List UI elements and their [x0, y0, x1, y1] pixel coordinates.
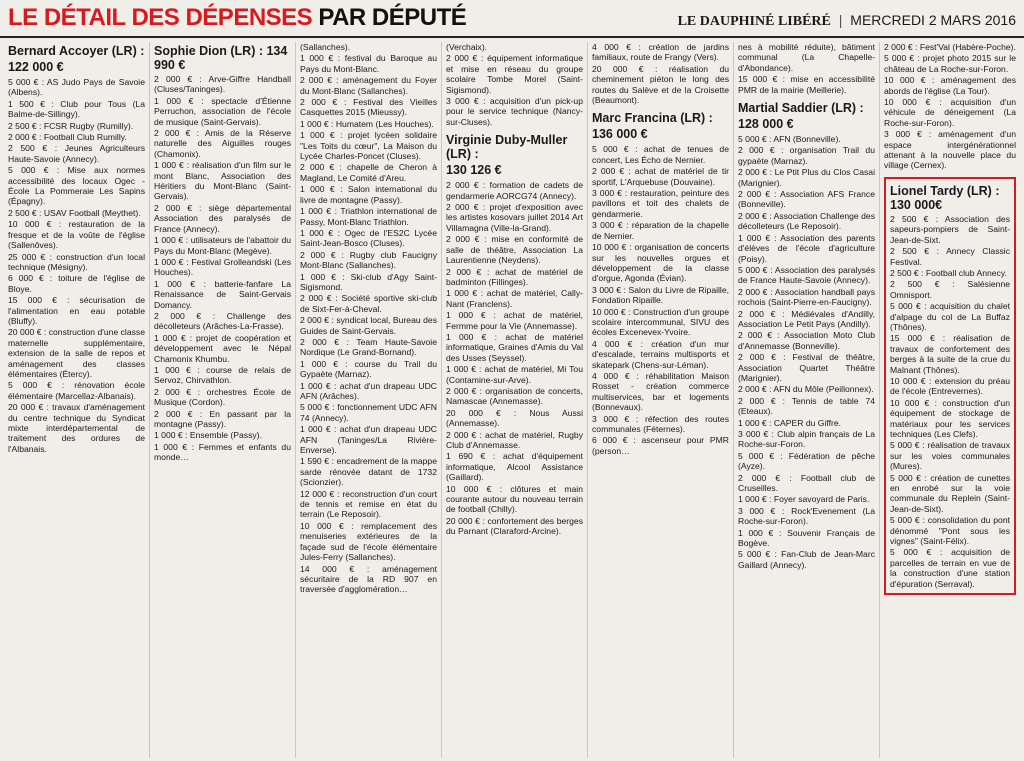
- expense-entry: 15 000 € : mise en accessibilité PMR de la mairie (Meillerie).: [738, 74, 875, 95]
- expense-entry: 2 000 € : Société sportive ski-club de Sixt-Fer-à-Cheval.: [300, 293, 437, 314]
- expense-entry: 20 000 € : réalisation du cheminement piéton le long des routes du Salève et de la Croisette (Beaumont).: [592, 63, 729, 106]
- expense-entry: 10 000 € : construction d'un équipement de stockage de matériaux pour les services techniques (Les Clefs).: [890, 397, 1010, 439]
- expense-entry: 2 000 € : En passant par la montagne (Passy).: [154, 408, 291, 429]
- expense-entry: 2 000 € : orchestres École de Musique (Cordon).: [154, 386, 291, 408]
- expense-entry: 2 000 € : Association handball pays rochois (Saint-Pierre-en-Faucigny).: [738, 286, 875, 308]
- expense-entry: 2 000 € : siège départemental Association des paralysés de France (Annecy).: [154, 202, 291, 234]
- expense-entry: 2 500 € : Annecy Classic Festival.: [890, 246, 1010, 267]
- expense-entry: 2 000 € : Festival des Vieilles Casquettes 2015 (Mieussy).: [300, 97, 437, 118]
- highlighted-deputy-block: [884, 177, 1016, 595]
- expense-entry: 1 000 € : CAPER du Giffre.: [738, 417, 842, 428]
- expense-entry: 1 000 € : Ogec de l'ES2C Lycée Saint-Jean-Bosco (Cluses).: [300, 227, 437, 249]
- expense-entry: 1 000 € : achat d'un drapeau UDC AFN (Arâches).: [300, 380, 437, 401]
- expense-entry: 1 590 € : encadrement de la mappe sarde rénovée datant de 1732 (Scionzier).: [300, 456, 437, 488]
- expense-entry: 2 000 € : projet d'exposition avec les artistes kosovars juillet 2014 Art Villamagna (Ville-la-Grand).: [446, 202, 583, 233]
- expense-entry: 1 000 € : Festival Grolleandski (Les Houches).: [154, 256, 291, 278]
- expense-entry: 2 000 € : Association AFS France (Bonneville).: [738, 189, 875, 210]
- expense-entry: 2 000 € : organisation de concerts, Namascae (Annemasse).: [446, 385, 583, 407]
- expense-entry: 5 000 € : création de cunettes en enrobé sur la voie communale du Replein (Saint-Jean-de-Sixt).: [890, 472, 1010, 514]
- expense-entry: 5 000 € : Fan-Club de Jean-Marc Gaillard (Annecy).: [738, 549, 875, 570]
- expense-entry: 6 000 € : toiture de l'église de Bloye.: [8, 273, 145, 294]
- expense-entry: 3 000 € : Salon du Livre de Ripaille, Fondation Ripaille.: [592, 284, 729, 306]
- expense-entry: 2 000 € : syndicat local, Bureau des Guides de Saint-Gervais.: [300, 315, 437, 336]
- expense-entry: 2 000 € : Football club de Cruseilles.: [738, 472, 875, 494]
- expense-entry: 1 000 € : Ski-club d'Agy Saint-Sigismond.: [300, 271, 437, 292]
- expense-entry: 20 000 € : confortement des berges du Parnant (Claraford-Arcine).: [446, 515, 583, 537]
- article-column: [588, 42, 734, 758]
- expense-entry: 4 000 € : création d'un mur d'escalade, terrains multisports et skatepark (Chens-sur-Léman).: [592, 338, 729, 370]
- article-column: [880, 42, 1020, 758]
- expense-entry: 2 500 € : Football club Annecy.: [890, 267, 1007, 278]
- expense-entry: 5 000 € : acquisition de parcelles de terrain en vue de la construction d'une station d'épuration (Serraval).: [890, 547, 1010, 589]
- expense-entry: 14 000 € : aménagement sécuritaire de la RD 907 en traversée d'agglomération…: [300, 563, 437, 595]
- expense-entry: 2 500 € : Association des sapeurs-pompiers de Saint-Jean-de-Sixt.: [890, 213, 1010, 245]
- expense-entry: 3 000 € : réfection des routes communales (Féternes).: [592, 413, 729, 434]
- expense-entry: 1 690 € : achat d'équipement informatique, Alcool Assistance (Gaillard).: [446, 451, 583, 483]
- expense-entry: 1 000 € : achat de matériel, Mi Tou (Contamine-sur-Arve).: [446, 364, 583, 385]
- expense-entry: 10 000 € : restauration de la fresque et de la voûte de l'église (Sallenôves).: [8, 219, 145, 251]
- expense-entry: 10 000 € : clôtures et main courante autour du nouveau terrain de football (Chilly).: [446, 483, 583, 515]
- publication-info: [678, 12, 1016, 30]
- expense-entry: 2 000 € : Arve-Giffre Handball (Cluses/Taninges).: [154, 74, 291, 95]
- expense-entry: 1 000 € : Association des parents d'élèves de l'école d'agriculture (Poisy).: [738, 232, 875, 264]
- expense-entry: 1 000 € : achat de matériel, Cally-Nant (Franclens).: [446, 288, 583, 309]
- expense-entry: 1 000 € : festival du Baroque au Pays du Mont-Blanc.: [300, 53, 437, 74]
- expense-entry: 2 000 € : AFN du Môle (Peillonnex).: [738, 384, 874, 395]
- expense-entry: 1 500 € : Club pour Tous (La Balme-de-Sillingy).: [8, 98, 145, 120]
- expense-entry: 20 000 € : construction d'une classe maternelle supplémentaire, extension de la salle de repos et aménagement des classes élémentaires (Étercy).: [8, 327, 145, 379]
- expense-entry: 2 000 € : Rugby club Faucigny Mont-Blanc (Sallanches).: [300, 249, 437, 271]
- expense-entry: 2 500 € : FCSR Rugby (Rumilly).: [8, 120, 134, 131]
- expense-entry: 10 000 € : acquisition d'un véhicule de déneigement (La Roche-sur-Foron).: [884, 97, 1016, 128]
- expense-entry: 2 000 € : Tennis de table 74 (Eteaux).: [738, 395, 875, 417]
- expense-entry: 5 000 € : réalisation de travaux sur les voies communales (Mures).: [890, 440, 1010, 472]
- article-column: [296, 42, 442, 758]
- expense-entry: 5 000 € : fonctionnement UDC AFN 74 (Annecy).: [300, 402, 437, 423]
- separator: |: [838, 12, 843, 28]
- expense-entry: 1 000 € : course de relais de Servoz, Chirvathlon.: [154, 364, 291, 386]
- expense-entry: 5 000 € : acquisition du chalet d'alpage du col de La Buffaz (Thônes).: [890, 301, 1010, 332]
- expense-entry: 1 000 € : batterie-fanfare La Renaissance de Saint-Gervais Domancy.: [154, 278, 291, 310]
- deputy-name: Sophie Dion (LR) : 134 990 €: [154, 44, 288, 72]
- expense-entry: 2 000 € : Fest'Val (Habère-Poche).: [884, 42, 1016, 52]
- expense-entry: 4 000 € : création de jardins familiaux, route de Frangy (Vers).: [592, 42, 729, 63]
- expense-entry: 2 000 € : équipement informatique et mise en réseau du groupe scolaire Tombe Morel (Saint-Sigismond).: [446, 53, 583, 95]
- masthead: [0, 0, 1024, 38]
- expense-entry: 10 000 € : Construction d'un groupe scolaire intercommunal, SIVU des écoles Excenevex-Yvoire.: [592, 306, 729, 338]
- deputy-block: [738, 42, 875, 95]
- expense-entry: 10 000 € : aménagement des abords de l'église (La Tour).: [884, 75, 1016, 96]
- expense-entry: 1 000 € : achat de matériel informatique, Graines d'Amis du Val des Usses (Seyssel).: [446, 331, 583, 363]
- deputy-block: [446, 42, 583, 127]
- deputy-block: [8, 44, 145, 454]
- expense-entry: 2 000 € : achat de matériel de badminton (Fillinges).: [446, 266, 583, 287]
- expense-entry: 1 000 € : achat d'un drapeau UDC AFN (Taninges/La Rivière-Enverse).: [300, 424, 437, 456]
- expense-entry: 2 000 € : mise en conformité de salle de théâtre, Association La Laurentienne (Neydens).: [446, 234, 583, 266]
- expense-entry: 3 000 € : Club alpin français de La Roche-sur-Foron.: [738, 429, 875, 450]
- deputy-name: Lionel Tardy (LR) : 130 000€: [890, 183, 1000, 212]
- expense-entry: 2 000 € : Association Challenge des décolleteurs (Le Reposoir).: [738, 210, 875, 232]
- expense-entry: 2 000 € : Team Haute-Savoie Nordique (Le Grand-Bornand).: [300, 336, 437, 358]
- title-black: PAR DÉPUTÉ: [318, 4, 467, 31]
- deputy-total: 128 000 €: [738, 117, 794, 132]
- deputy-total: 130 126 €: [446, 163, 502, 178]
- expense-entry: 5 000 € : achat de tenues de concert, Les Écho de Nernier.: [592, 144, 729, 165]
- expense-entry: 2 500 € : Jeunes Agriculteurs Haute-Savoie (Annecy).: [8, 143, 145, 164]
- expense-entry: 20 000 € : Nous Aussi (Annemasse).: [446, 407, 583, 429]
- expense-entry: 2 000 € : chapelle de Cheron à Magland, Le Comité d'Areu.: [300, 162, 437, 183]
- expense-entry: 1 000 € : Humatem (Les Houches).: [300, 118, 434, 129]
- newspaper-name: LE DAUPHINÉ LIBÉRÉ: [677, 14, 831, 29]
- deputy-name: Bernard Accoyer (LR) :: [8, 44, 145, 58]
- article-column: [150, 42, 296, 758]
- expense-entry: 2 000 € : aménagement du Foyer du Mont-Blanc (Sallanches).: [300, 75, 437, 96]
- deputy-total: 136 000 €: [592, 127, 648, 142]
- deputy-block: [446, 133, 583, 536]
- expense-entry: 2 500 € : USAV Football (Meythet).: [8, 207, 141, 218]
- expense-entry: 3 000 € : Rock'Evenement (La Roche-sur-Foron).: [738, 505, 875, 527]
- article-columns: [4, 42, 1020, 758]
- expense-entry: (Verchaix).: [446, 42, 488, 52]
- deputy-block: [300, 42, 437, 595]
- deputy-block: [738, 101, 875, 570]
- expense-entry: 2 000 € : Football Club Rumilly.: [8, 132, 127, 143]
- expense-entry: 5 000 € : Fédération de pêche (Ayze).: [738, 450, 875, 472]
- expense-entry: 3 000 € : acquisition d'un pick-up pour le service technique (Nancy-sur-Cluses).: [446, 96, 583, 127]
- expense-entry: 10 000 € : extension du préau de l'école (Entrevernes).: [890, 375, 1010, 397]
- expense-entry: 1 000 € : Femmes et enfants du monde…: [154, 441, 291, 463]
- expense-entry: 5 000 € : projet photo 2015 sur le château de La Roche-sur-Foron.: [884, 53, 1016, 74]
- expense-entry: 2 000 € : formation de cadets de gendarmerie AORCG74 (Annecy).: [446, 180, 583, 201]
- expense-entry: 1 000 € : Triathlon international de Passy, Mont-Blanc Triathlon.: [300, 206, 437, 227]
- expense-entry: 10 000 € : organisation de concerts sur les nouvelles orgues et développement de la classe d'orgue, Agonda (Évian).: [592, 242, 729, 284]
- title-red: LE DÉTAIL DES DÉPENSES: [8, 4, 313, 31]
- expense-entry: nes à mobilité réduite), bâtiment communal (La Chapelle-d'Abondance).: [738, 42, 875, 73]
- expense-entry: 20 000 € : travaux d'aménagement du centre technique du Syndicat mixte interdépartemental de traitement des ordures de l'Albanais.: [8, 402, 145, 454]
- expense-entry: 1 000 € : Souvenir Français de Bogève.: [738, 527, 875, 549]
- expense-entry: 1 000 € : spectacle d'Étienne Perruchon, association de l'école de musique (Saint-Gervais).: [154, 95, 291, 127]
- expense-entry: 1 000 € : Foyer savoyard de Paris.: [738, 494, 870, 505]
- publication-date: MERCREDI 2 MARS 2016: [850, 12, 1016, 28]
- article-column: [4, 42, 150, 758]
- expense-entry: 2 000 € : Amis de la Réserve naturelle des Aiguilles rouges (Chamonix).: [154, 128, 291, 159]
- expense-entry: 2 000 € : Challenge des décolleteurs (Arâches-La-Frasse).: [154, 310, 291, 332]
- expense-entry: 5 000 € : consolidation du pont dénommé "Pont sous les vignes" (Saint-Félix).: [890, 515, 1010, 547]
- expense-entry: 5 000 € : rénovation école élémentaire (Marcellaz-Albanais).: [8, 380, 145, 401]
- expense-entry: 3 000 € : restauration, peinture des pavillons et toit des chalets de gendarmerie.: [592, 188, 729, 219]
- expense-entry: 2 000 € : achat de matériel, Rugby Club d'Annemasse.: [446, 429, 583, 450]
- expense-entry: 1 000 € : projet lycéen solidaire "Les Toits du cœur", La Maison du Lycée Charles-Poncet (Cluses).: [300, 130, 437, 162]
- expense-entry: 15 000 € : sécurisation de l'alimentation en eau potable (Bluffy).: [8, 295, 145, 326]
- expense-entry: 5 000 € : AFN (Bonneville).: [738, 134, 841, 145]
- page-title: [8, 4, 466, 32]
- expense-entry: 2 000 € : Médiévales d'Andilly, Association Le Petit Pays (Andilly).: [738, 308, 875, 329]
- deputy-block: [154, 44, 291, 463]
- deputy-name: Virginie Duby-Muller (LR) :: [446, 133, 568, 162]
- expense-entry: 1 000 € : Salon international du livre de montagne (Passy).: [300, 184, 437, 205]
- expense-entry: 1 000 € : utilisateurs de l'abattoir du Pays du Mont-Blanc (Megève).: [154, 235, 291, 256]
- article-column: [442, 42, 588, 758]
- deputy-name: Martial Saddier (LR) :: [738, 101, 864, 116]
- expense-entry: 25 000 € : construction d'un local technique (Mésigny).: [8, 251, 145, 272]
- expense-entry: 1 000 € : réalisation d'un film sur le mont Blanc, Association des Héritiers du Mont-Blanc (Saint-Gervais).: [154, 160, 291, 202]
- deputy-block: [884, 42, 1016, 171]
- expense-entry: 2 000 € : Festival de théâtre, Association Quartet Théâtre (Marignier).: [738, 352, 875, 383]
- expense-entry: 1 000 € : Ensemble (Passy).: [154, 430, 262, 441]
- expense-entry: 5 000 € : Mise aux normes accessibilité des locaux Ogec - École La Pommeraie Les Sapins (Épagny).: [8, 165, 145, 207]
- deputy-block: [592, 111, 729, 456]
- expense-entry: 5 000 € : AS Judo Pays de Savoie (Albens).: [8, 77, 145, 98]
- expense-entry: 1 000 € : course du Trail du Gypaète (Marnaz).: [300, 358, 437, 380]
- expense-entry: 5 000 € : Association des paralysés de France Haute-Savoie (Annecy).: [738, 264, 875, 286]
- deputy-name: Marc Francina (LR) :: [592, 111, 713, 126]
- expense-entry: 15 000 € : réalisation de travaux de confortement des berges à la suite de la crue du Malnant (Thônes).: [890, 333, 1010, 375]
- expense-entry: 10 000 € : remplacement des menuiseries extérieures de la façade sud de l'école élémentaire Jules-Ferry (Sallanches).: [300, 520, 437, 563]
- expense-entry: 4 000 € : réhabilitation Maison Rosset - création commerce multiservices, bar et logements (Bonnevaux).: [592, 370, 729, 413]
- article-column: [734, 42, 880, 758]
- expense-entry: 1 000 € : projet de coopération et développement avec le Népal Chamonix Khumbu.: [154, 332, 291, 364]
- expense-entry: 3 000 € : aménagement d'un espace intergénérationnel attenant à la nouvelle place du village (Cernex).: [884, 129, 1016, 171]
- expense-entry: (Sallanches).: [300, 42, 351, 52]
- expense-entry: 1 000 € : achat de matériel, Fermme pour la Vie (Annemasse).: [446, 310, 583, 331]
- expense-entry: 2 000 € : organisation Trail du gypaète (Marnaz).: [738, 145, 875, 166]
- deputy-block: [592, 42, 729, 105]
- expense-entry: 2 000 € : Association Moto Club d'Annemasse (Bonneville).: [738, 330, 875, 351]
- expense-entry: 2 500 € : Salésienne Omnisport.: [890, 279, 1010, 300]
- expense-entry: 2 000 € : Le Ptit Plus du Clos Casai (Marignier).: [738, 167, 875, 188]
- expense-entry: 6 000 € : ascenseur pour PMR (person…: [592, 435, 729, 456]
- expense-entry: 12 000 € : reconstruction d'un court de tennis et remise en état du terrain (Le Reposoir).: [300, 488, 437, 520]
- expense-entry: 3 000 € : réparation de la chapelle de Nernier.: [592, 220, 729, 241]
- expense-entry: 2 000 € : achat de matériel de tir sportif, L'Arquebuse (Douvaine).: [592, 166, 729, 187]
- deputy-total: 122 000 €: [8, 60, 64, 74]
